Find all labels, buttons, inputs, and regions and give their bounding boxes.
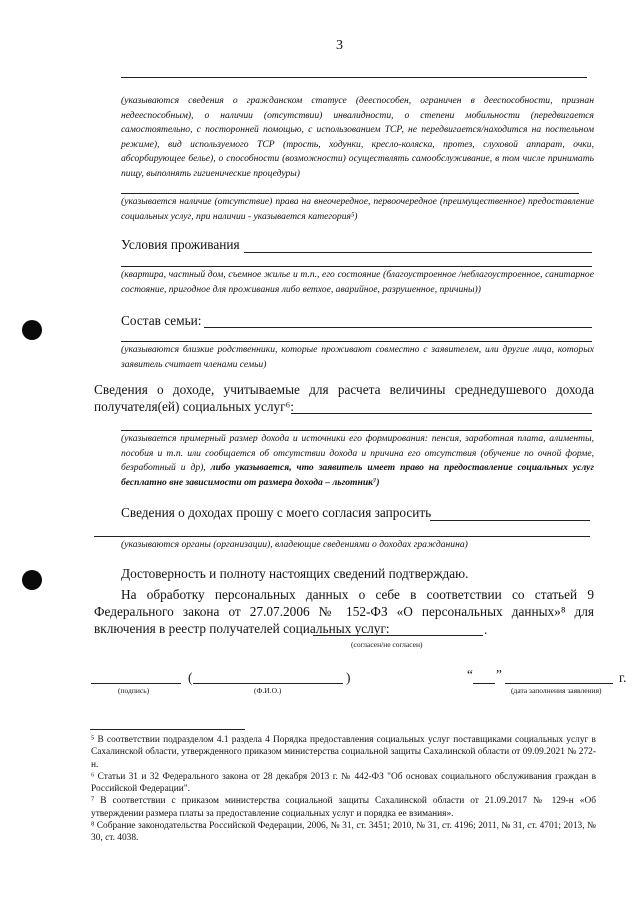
living-conditions-line-2[interactable] [121, 266, 592, 267]
income-line-2[interactable] [121, 430, 592, 431]
footnote-separator [90, 729, 245, 730]
signature-caption: (подпись) [118, 686, 150, 695]
priority-hint: (указывается наличие (отсутствие) права на внеочередное, первоочередное (преимущественное) предоставление социальных услуг, при наличии - указывается категория⁵) [121, 196, 594, 222]
living-conditions-label: Условия проживания [121, 237, 240, 252]
date-caption: (дата заполнения заявления) [511, 686, 602, 695]
consent-dot: . [484, 622, 488, 637]
request-hint: (указываются органы (организации), владеющие сведениями о доходах гражданина) [121, 539, 468, 550]
footnotes [91, 734, 596, 845]
family-hint: (указываются близкие родственники, которые проживают совместно с заявителем, или другие лица, которых заявитель считает членами семьи) [121, 344, 594, 370]
request-label: Сведения о доходах прошу с моего согласия запросить [121, 505, 432, 520]
consent-text: На обработку персональных данных о себе в соответствии со статьей 9 Федерального закона от 27.07.2006 № 152-ФЗ «О персональных данных»⁸ для включения в реестр получателей социальных услуг: [94, 587, 594, 636]
request-field[interactable] [430, 520, 590, 521]
income-hint-main: (указывается примерный размер дохода и источники его формирования: пенсия, заработная плата, алименты, пособия и т.п. или сообщается об отсутствии дохода и причина его отсутствия (обучение по очной форме, безработный и др), [121, 433, 594, 473]
income-hint-bold: либо указывается, что заявитель имеет право на предоставление социальных услуг бесплатно вне зависимости от размера дохода – льготник⁷) [121, 462, 594, 488]
consent-field[interactable] [313, 635, 483, 636]
signature-field[interactable] [91, 683, 181, 684]
family-field[interactable] [204, 327, 592, 328]
fio-paren-open: ( [188, 670, 193, 685]
income-hint [121, 432, 594, 490]
income-field[interactable] [291, 413, 592, 414]
date-quote-close: ” [496, 667, 502, 682]
footnote-6: ⁶ Статьи 31 и 32 Федерального закона от 28 декабря 2013 г. № 442-ФЗ "Об основах социального обслуживания граждан в Российской Федерации". [91, 771, 596, 795]
date-day-field[interactable] [473, 683, 495, 684]
footnote-5: ⁵ В соответствии подразделом 4.1 раздела 4 Порядка предоставления социальных услуг поставщиками социальных услуг в Сахалинской области, утвержденного приказом министерства социальной защиты Сахалинской области от 09.09.2021 № 272-н. [91, 735, 596, 770]
fio-field[interactable] [193, 683, 343, 684]
footnote-7: ⁷ В соответствии с приказом министерства социальной защиты Сахалинской области от 21.09.2017 № 129-н «Об утверждении размера платы за предоставление социальных услуг и порядка ее взимания». [91, 796, 596, 819]
binder-hole-top [22, 320, 42, 340]
priority-line[interactable] [121, 193, 579, 194]
family-line-2[interactable] [121, 341, 592, 342]
date-month-field[interactable] [505, 683, 613, 684]
year-suffix: г. [619, 670, 627, 685]
page-number: 3 [336, 38, 343, 53]
living-conditions-hint: (квартира, частный дом, съемное жилье и т.п., его состояние (благоустроенное /неблагоустроенное, санитарное состояние, пригодное для проживания либо ветхое, аварийное, разрушенное, причины)) [121, 269, 594, 295]
confirm-text: Достоверность и полноту настоящих сведений подтверждаю. [121, 566, 469, 581]
date-quote-open: “ [467, 667, 473, 682]
civil-status-line[interactable] [121, 77, 587, 78]
living-conditions-field[interactable] [244, 252, 592, 253]
consent-caption: (согласен/не согласен) [351, 640, 423, 649]
fio-caption: (Ф.И.О.) [254, 686, 282, 695]
footnote-8: ⁸ Собрание законодательства Российской Федерации, 2006, № 31, ст. 3451; 2010, № 31, ст. 4196; 2011, № 31, ст. 4701; 2013, № 30, ст. 4038. [91, 821, 596, 844]
fio-paren-close: ) [346, 670, 351, 685]
request-line-2[interactable] [94, 536, 590, 537]
family-label: Состав семьи: [121, 313, 202, 328]
binder-hole-bottom [22, 570, 42, 590]
income-text: Сведения о доходе, учитываемые для расчета величины среднедушевого дохода получателя(ей) социальных услуг⁶: [94, 382, 594, 414]
civil-status-hint: (указываются сведения о гражданском статусе (дееспособен, ограничен в дееспособности, признан недееспособным), о наличии (отсутствии) инвалидности, о степени мобильности (передвигается самостоятельно, с посторонней помощью, с использованием ТСР, не передвигается/находится на постельном режиме), вид используемого ТСР (трость, ходунки, кресло-коляска, протез, слуховой аппарат, очки, абсорбирующее белье), о способности (возможности) осуществлять самообслуживание, в том числе принимать пищу, выполнять гигиенические процедуры) [121, 95, 594, 179]
